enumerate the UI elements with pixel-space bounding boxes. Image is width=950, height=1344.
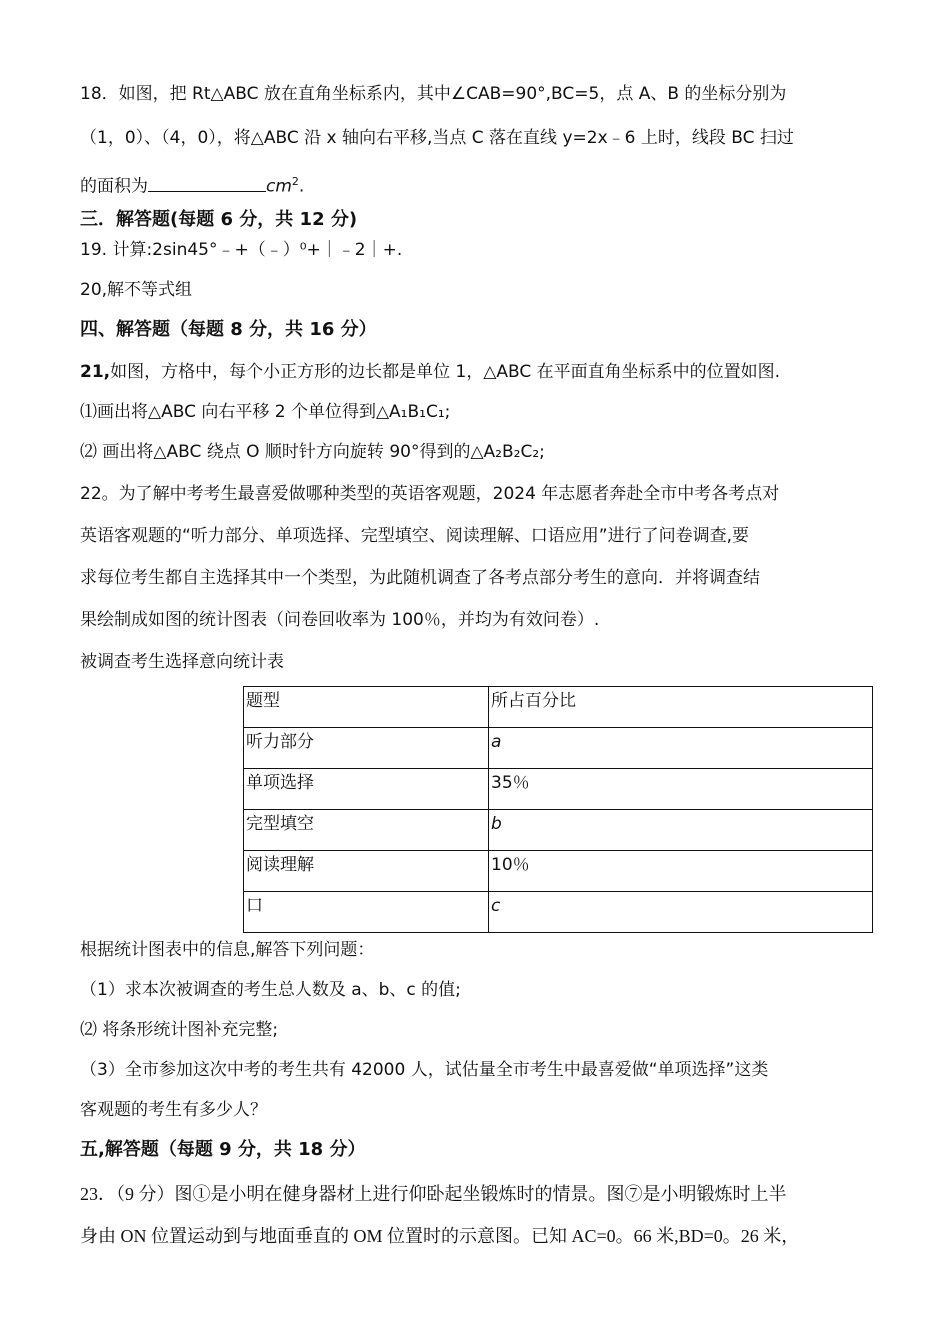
section5-title: 五,解答题（每题 9 分，共 18 分） (80, 1139, 366, 1160)
table-header-row (244, 687, 873, 728)
q22-sub2: ⑵ 将条形统计图补充完整; (80, 1020, 279, 1040)
q21-part2: ⑵ 画出将△ABC 绕点 O 顺时针方向旋转 90°得到的△A₂B₂C₂; (80, 442, 545, 462)
table-cell: 口 (244, 892, 489, 933)
q21-text: 如图，方格中，每个小正方形的边长都是单位 1，△ABC 在平面直角坐标系中的位置如图. (110, 362, 781, 382)
q22-sub1: （1）求本次被调查的考生总人数及 a、b、c 的值; (80, 980, 461, 1000)
table-cell: a (489, 728, 873, 769)
q18-line3 (80, 170, 870, 199)
q18-line2: （1，0）、（4，0），将△ABC 沿 x 轴向右平移,当点 C 落在直线 y=2x﹣6 上时，线段 BC 扫过 (80, 128, 794, 148)
table-cell: b (489, 810, 873, 851)
q22-line3: 求每位考生都自主选择其中一个类型，为此随机调查了各考点部分考生的意向．并将调查结 (80, 568, 760, 588)
table-cell: 35％ (489, 769, 873, 810)
table-header-cell: 所占百分比 (489, 687, 873, 728)
q21-part1: ⑴画出将△ABC 向右平移 2 个单位得到△A₁B₁C₁; (80, 402, 451, 422)
table-row (244, 851, 873, 892)
q22-after-table: 根据统计图表中的信息,解答下列问题： (80, 940, 375, 960)
stat-table (243, 686, 873, 933)
table-cell: 10％ (489, 851, 873, 892)
table-row (244, 728, 873, 769)
q22-line4: 果绘制成如图的统计图表（问卷回收率为 100％，并均为有效问卷）. (80, 610, 600, 630)
q23-line1: 23．（9 分）图①是小明在健身器材上进行仰卧起坐锻炼时的情景。图⑦是小明锻炼时上半 (80, 1184, 787, 1204)
q18-line1: 18．如图，把 Rt△ABC 放在直角坐标系内，其中∠CAB=90°,BC=5，点 A、B 的坐标分别为 (80, 84, 787, 104)
table-row (244, 810, 873, 851)
table-row (244, 892, 873, 933)
table-cell: 单项选择 (244, 769, 489, 810)
table-cell: 听力部分 (244, 728, 489, 769)
q22-line2: 英语客观题的“听力部分、单项选择、完型填空、阅读理解、口语应用”进行了问卷调查,要 (80, 526, 750, 546)
q22-line1: 22。为了解中考考生最喜爱做哪种类型的英语客观题，2024 年志愿者奔赴全市中考各考点对 (80, 484, 780, 504)
section3-title: 三．解答题(每题 6 分，共 12 分) (80, 209, 358, 230)
q22-sub3-line1: （3）全市参加这次中考的考生共有 42000 人，试估量全市考生中最喜爱做“单项选择”这类 (80, 1060, 769, 1080)
table-caption: 被调查考生选择意向统计表 (80, 652, 284, 672)
q18-line3-prefix: 的面积为 (80, 176, 148, 197)
q18-line3-end: . (298, 176, 305, 197)
table-cell: c (489, 892, 873, 933)
table-row (244, 769, 873, 810)
q23-line2: 身由 ON 位置运动到与地面垂直的 OM 位置时的示意图。已知 AC=0。66 米,BD=0。26 米， (80, 1226, 800, 1246)
q18-unit: cm (266, 176, 292, 197)
table-cell: 完型填空 (244, 810, 489, 851)
q19-text: 19. 计算:2sin45°﹣+（﹣）⁰+｜﹣2｜+. (80, 240, 403, 260)
table-cell: 阅读理解 (244, 851, 489, 892)
q21-number: 21, (80, 362, 111, 382)
table-header-cell: 题型 (244, 687, 489, 728)
q20-text: 20,解不等式组 (80, 280, 193, 300)
section4-title: 四、解答题（每题 8 分，共 16 分） (80, 319, 377, 340)
q18-unit-sup: 2 (291, 175, 299, 188)
answer-blank (148, 173, 266, 192)
q21-line (80, 360, 870, 384)
q22-sub3-line2: 客观题的考生有多少人？ (80, 1100, 267, 1120)
